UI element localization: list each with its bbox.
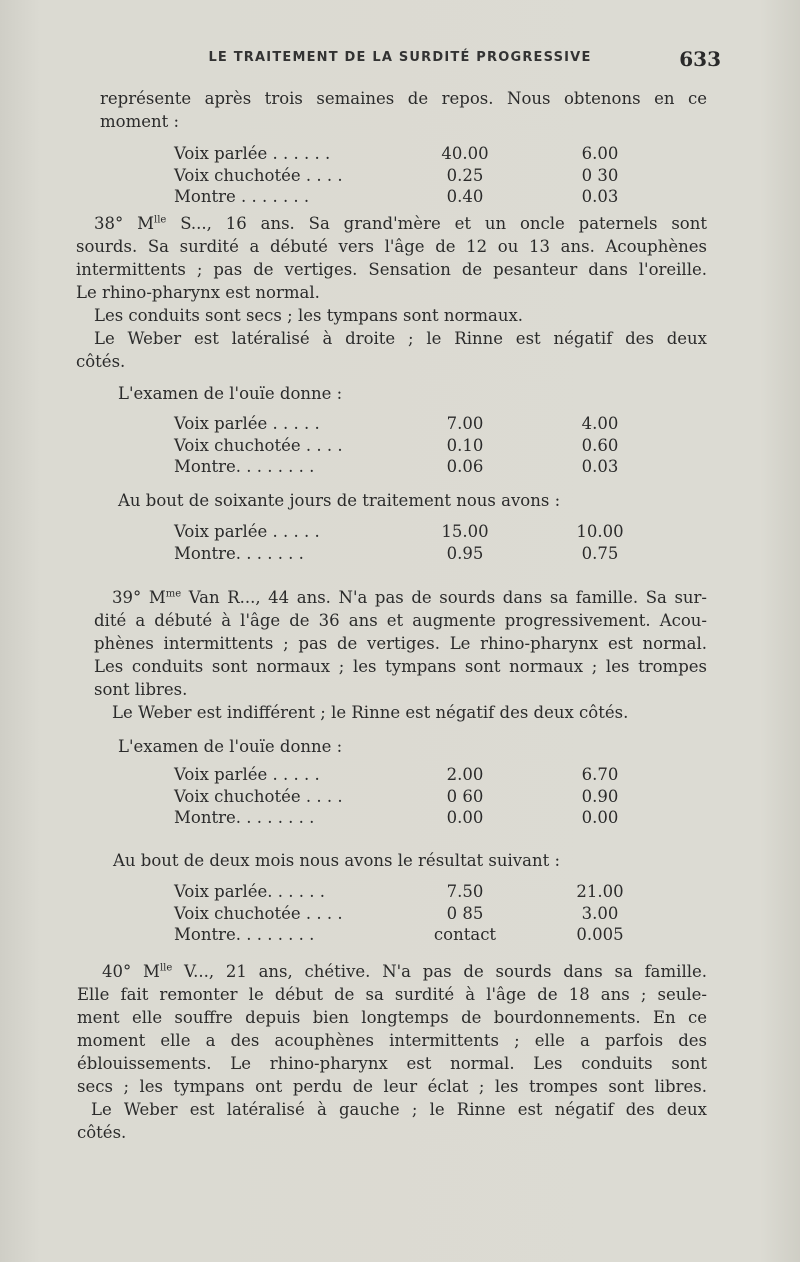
text-fragment: Van R..., 44 ans. N'a pas de sourds dans sa famille. Sa sur-: [188, 588, 708, 607]
text-line: côtés.: [76, 352, 126, 371]
hearing-table-3: [0, 521, 800, 564]
text-line: Les conduits sont secs ; les tympans sont normaux.: [94, 306, 524, 325]
text-line: sont libres.: [94, 680, 188, 699]
value-cell: 0.40: [446, 187, 484, 206]
value-cell: 0 30: [581, 165, 619, 185]
row-label: Voix parlée . . . . .: [174, 765, 320, 784]
text-line: Le Weber est indifférent ; le Rinne est négatif des deux côtés.: [112, 703, 629, 722]
hearing-table-1: [0, 143, 800, 208]
value-cell: 0.75: [581, 543, 619, 563]
text-line: moment :: [100, 112, 180, 131]
row-label: Voix chuchotée . . . .: [174, 786, 343, 806]
table-row: [0, 521, 800, 543]
row-label: Montre. . . . . . . .: [174, 457, 315, 476]
case-number: 39°: [112, 588, 142, 607]
text-line: Le rhino-pharynx est normal.: [76, 283, 320, 302]
exam-1-intro: L'examen de l'ouïe donne :: [118, 384, 343, 403]
table-row: [0, 764, 800, 786]
text-line: dité a débuté à l'âge de 36 ans et augmente progressivement. Acou-: [94, 611, 707, 630]
value-cell: 0.25: [446, 165, 484, 185]
table-row: [0, 807, 800, 829]
value-cell: 7.50: [446, 882, 484, 901]
case-title: M: [148, 588, 166, 607]
value-cell: 0 85: [446, 903, 484, 923]
value-cell: 7.00: [446, 414, 484, 433]
row-label: Montre . . . . . . .: [174, 187, 310, 206]
value-cell: 15.00: [441, 522, 489, 541]
row-label: Voix parlée . . . . .: [174, 414, 320, 433]
text-line: éblouissements. Le rhino-pharynx est normal. Les conduits sont: [77, 1054, 707, 1073]
value-cell: 40.00: [441, 144, 489, 163]
value-cell: 4.00: [581, 414, 619, 433]
exam-2-intro: L'examen de l'ouïe donne :: [118, 737, 343, 756]
case-39-paragraph: [94, 586, 707, 724]
case-title: M: [137, 214, 155, 233]
table-row: [0, 165, 800, 187]
page-number: 633: [679, 47, 721, 71]
table-row: [0, 143, 800, 165]
table-row: [0, 413, 800, 435]
text-line: Le Weber est latéralisé à droite ; le Rinne est négatif des deux: [94, 329, 707, 348]
table-row: [0, 186, 800, 208]
table-row: [0, 903, 800, 925]
row-label: Voix parlée . . . . .: [174, 522, 320, 541]
value-cell: 21.00: [576, 882, 624, 901]
value-cell: 10.00: [576, 522, 624, 541]
after-2-months-intro: Au bout de deux mois nous avons le résultat suivant :: [113, 851, 561, 870]
value-cell: 2.00: [446, 765, 484, 784]
value-cell: 3.00: [581, 903, 619, 923]
hearing-table-2: [0, 413, 800, 478]
value-cell: 0 60: [446, 786, 484, 806]
case-40-paragraph: [77, 960, 707, 1144]
value-cell: 0.00: [446, 808, 484, 827]
row-label: Montre. . . . . . . .: [174, 808, 315, 827]
case-38-paragraph: [76, 212, 707, 373]
text-line: sourds. Sa surdité a débuté vers l'âge de 12 ou 13 ans. Acouphènes: [76, 237, 707, 256]
case-number: 40°: [102, 962, 132, 981]
row-label: Montre. . . . . . .: [174, 543, 304, 563]
text-line: Les conduits sont normaux ; les tympans sont normaux ; les trompes: [94, 657, 707, 676]
value-cell: 0.60: [581, 435, 619, 455]
intro-paragraph: [100, 87, 707, 133]
text-line: [76, 212, 707, 235]
text-line: [94, 586, 707, 609]
table-row: [0, 924, 800, 946]
value-cell: 0.005: [576, 925, 624, 944]
value-cell: 0.03: [581, 457, 619, 476]
row-label: Voix chuchotée . . . .: [174, 903, 343, 923]
value-cell: contact: [433, 925, 497, 944]
value-cell: 0.90: [581, 786, 619, 806]
text-line: côtés.: [77, 1123, 127, 1142]
value-cell: 6.70: [581, 765, 619, 784]
value-cell: 0.03: [581, 187, 619, 206]
value-cell: 0.10: [446, 435, 484, 455]
table-row: [0, 435, 800, 457]
after-60-days-intro: Au bout de soixante jours de traitement nous avons :: [118, 491, 561, 510]
case-title: M: [143, 962, 160, 981]
running-title: LE TRAITEMENT DE LA SURDITÉ PROGRESSIVE: [208, 50, 592, 65]
value-cell: 6.00: [581, 144, 619, 163]
table-row: [0, 881, 800, 903]
text-line: moment elle a des acouphènes intermittents ; elle a parfois des: [77, 1031, 707, 1050]
row-label: Voix parlée. . . . . .: [174, 882, 325, 901]
table-row: [0, 456, 800, 478]
row-label: Voix parlée . . . . . .: [174, 144, 331, 163]
text-line: Le Weber est latéralisé à gauche ; le Rinne est négatif des deux: [91, 1100, 707, 1119]
text-line: phènes intermittents ; pas de vertiges. Le rhino-pharynx est normal.: [94, 634, 707, 653]
title-superscript: lle: [159, 962, 173, 974]
table-row: [0, 786, 800, 808]
title-superscript: me: [165, 588, 182, 600]
title-superscript: lle: [154, 214, 167, 226]
hearing-table-4: [0, 764, 800, 829]
text-line: secs ; les tympans ont perdu de leur éclat ; les trompes sont libres.: [77, 1077, 707, 1096]
row-label: Voix chuchotée . . . .: [174, 165, 343, 185]
page-header: [0, 47, 800, 73]
value-cell: 0.95: [446, 543, 484, 563]
table-row: [0, 543, 800, 565]
text-line: intermittents ; pas de vertiges. Sensation de pesanteur dans l'oreille.: [76, 260, 707, 279]
text-fragment: S..., 16 ans. Sa grand'mère et un oncle paternels sont: [180, 214, 707, 233]
hearing-table-5: [0, 881, 800, 946]
text-line: Elle fait remonter le début de sa surdité à l'âge de 18 ans ; seule-: [77, 985, 707, 1004]
text-fragment: V..., 21 ans, chétive. N'a pas de sourds dans sa famille.: [184, 962, 708, 981]
row-label: Voix chuchotée . . . .: [174, 435, 343, 455]
row-label: Montre. . . . . . . .: [174, 925, 315, 944]
text-line: ment elle souffre depuis bien longtemps de bourdonnements. En ce: [77, 1008, 707, 1027]
value-cell: 0.06: [446, 457, 484, 476]
text-line: représente après trois semaines de repos. Nous obtenons en ce: [100, 89, 707, 108]
case-number: 38°: [94, 214, 124, 233]
text-line: [77, 960, 707, 983]
value-cell: 0.00: [581, 808, 619, 827]
